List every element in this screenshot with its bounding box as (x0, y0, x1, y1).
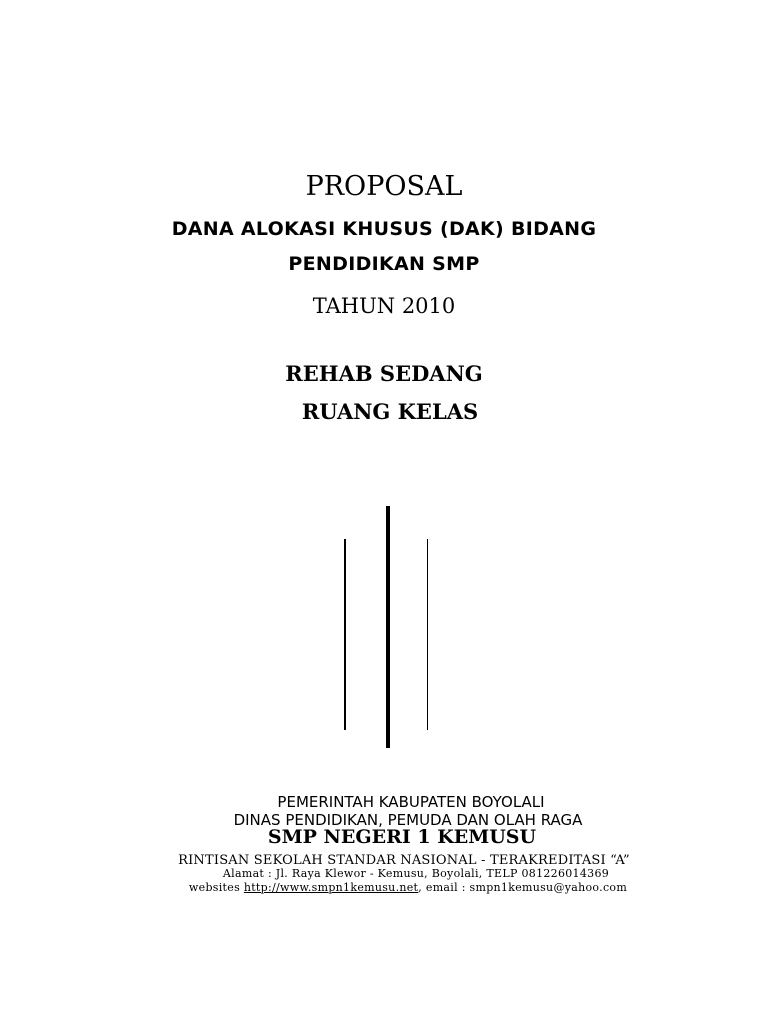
department-name: DINAS PENDIDIKAN, PEMUDA DAN OLAH RAGA (233, 811, 583, 829)
project-title-line-2: RUANG KELAS (301, 399, 479, 424)
decorative-bar-center (386, 506, 390, 748)
school-address: Alamat : Jl. Raya Klewor - Kemusu, Boyolali, TELP 081226014369 (222, 867, 610, 880)
website-link[interactable]: http://www.smpn1kemusu.net (243, 881, 419, 894)
subtitle-line-1: DANA ALOKASI KHUSUS (DAK) BIDANG (171, 218, 597, 240)
websites-prefix: websites (188, 881, 244, 894)
decorative-bar-left (344, 539, 346, 730)
contact-line (24, 881, 768, 894)
project-title-line-1: REHAB SEDANG (285, 361, 483, 386)
government-name: PEMERINTAH KABUPATEN BOYOLALI (277, 793, 545, 811)
document-title: PROPOSAL (305, 171, 463, 202)
year-label: TAHUN 2010 (312, 294, 456, 318)
school-status: RINTISAN SEKOLAH STANDAR NASIONAL - TERAKREDITASI “A” (178, 853, 630, 868)
subtitle-line-2: PENDIDIKAN SMP (288, 253, 480, 275)
email-text: , email : smpn1kemusu@yahoo.com (418, 881, 628, 894)
decorative-bar-right (427, 539, 428, 730)
school-name: SMP NEGERI 1 KEMUSU (267, 826, 537, 848)
